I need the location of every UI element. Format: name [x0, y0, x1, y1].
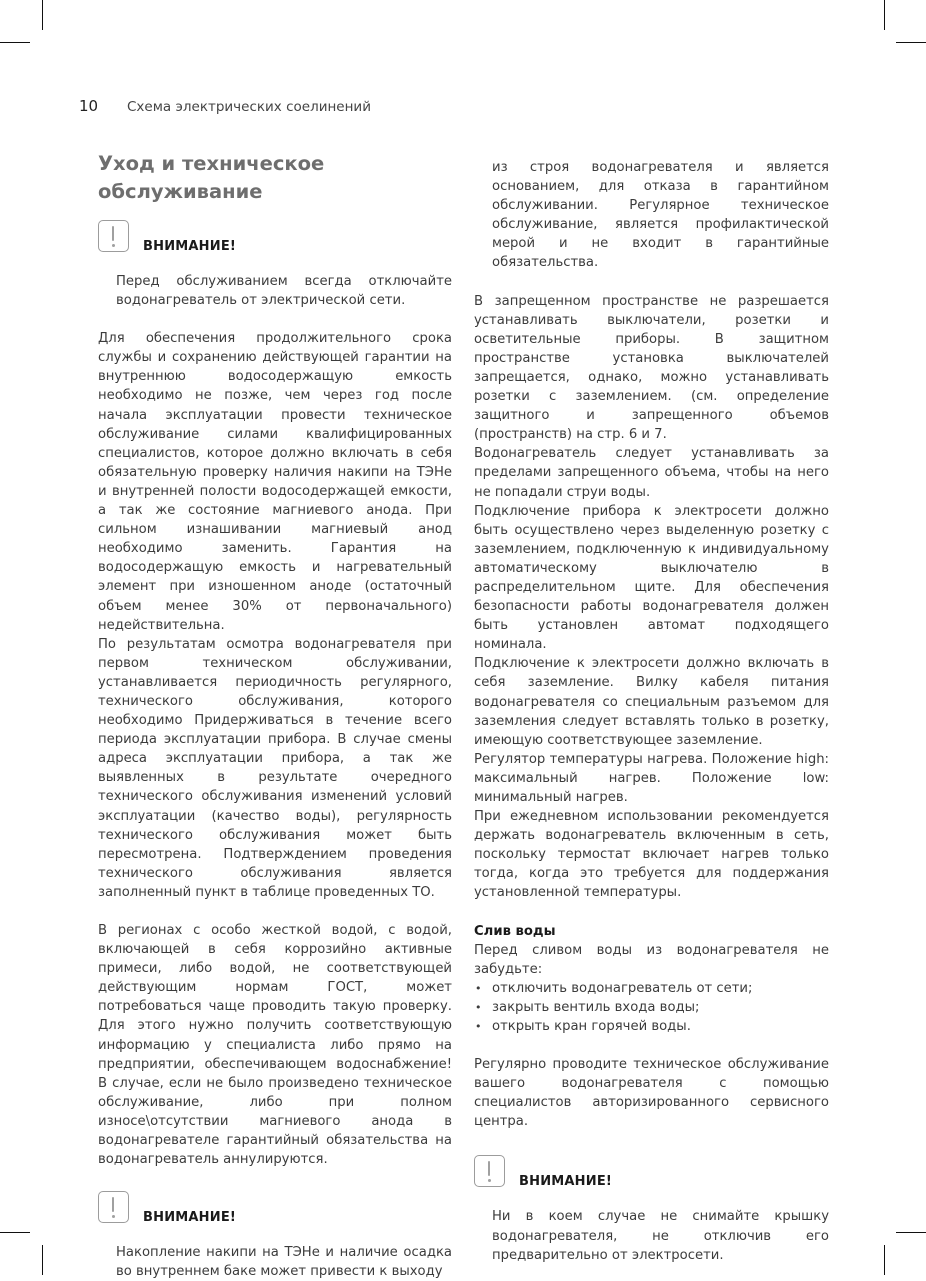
- warning-text: Накопление накипи на ТЭНе и наличие осадка во внутреннем баке может привести к выходу: [116, 1245, 452, 1280]
- paragraph-grounded-socket: Подключение прибора к электросети должно быть осуществлено через выделенную розетку с заземлением, подключенную к индивидуальному автоматическому выключателю в распределительном щите. Для обеспечения безопасности работы водонагревателя должен быть установлен автомат подходящего номинала.: [474, 503, 829, 653]
- right-column: [474, 158, 829, 1265]
- paragraph-install-location: Водонагреватель следует устанавливать за пределами запрещенного объема, чтобы на него не попадали струи воды.: [474, 446, 829, 500]
- drain-intro: Перед сливом воды из водонагревателя не забудьте:: [474, 942, 829, 977]
- paragraph-hard-water: В регионах с особо жесткой водой, с водой, включающей в себя коррозийно активные примеси, либо водой, не соответствующей действующим нормам ГОСТ, может потребоваться чаще проводить такую проверку. Для этого нужно получить соответствующую информацию у специалиста либо прямо на предприятии, обеспечивающем водоснабжение! В случае, если не было произведено техническое обслуживание, либо при полном износе\отсутствии магниевого анода в водонагревателе гарантийный обязательства на водонагреватель аннулируются.: [98, 923, 452, 1168]
- drain-heading: Слив воды: [474, 923, 556, 939]
- paragraph-service-interval: Для обеспечения продолжительного срока службы и сохранению действующей гарантии на внутреннюю водосодержащую емкость необходимо не позже, чем через год после начала эксплуатации провести техническое обслуживание силами квалифицированных специалистов, которое должно включать в себя обязательную проверку наличия накипи на ТЭНе и внутренней полости водосодержащей емкости, а так же состояние магниевого анода. При сильном изнашивании магниевый анод необходимо заменить. Гарантия на водосодержащую емкость и нагревательный элемент при изношенном аноде (остаточный объем менее 30% от первоначального) недействительна.: [98, 331, 452, 633]
- warning-label: ВНИМАНИЕ!: [519, 1174, 613, 1190]
- warning-callout: [98, 220, 452, 252]
- crop-mark: [42, 1245, 43, 1275]
- paragraph-daily-use: При ежедневном использовании рекомендуется держать водонагреватель включенным в сеть, поскольку термостат включает нагрев только тогда, когда это требуется для поддержания установленной температуры.: [474, 809, 829, 901]
- list-item: • открыть кран горячей воды.: [474, 1017, 829, 1036]
- page-header: [79, 97, 371, 115]
- section-title-line-2: обслуживание: [98, 180, 263, 203]
- exclamation-box-icon: [98, 1191, 129, 1223]
- crop-mark: [0, 42, 30, 43]
- paragraph-regular-service: Регулярно проводите техническое обслуживание вашего водонагревателя с помощью специалистов авторизированного сервисного центра.: [474, 1057, 829, 1130]
- paragraph-inspection-results: По результатам осмотра водонагревателя при первом техническом обслуживании, устанавливается периодичность регулярного, технического обслуживания, которого необходимо Придерживаться в течение всего периода эксплуатации прибора. В случае смены адреса эксплуатации прибора, а так же выявленных в результате очередного технического обслуживания изменений условий эксплуатации (качество воды), регулярность технического обслуживания может быть пересмотрена. Подтверждением проведения технического обслуживания является заполненный пункт в таблице проведенных ТО.: [98, 636, 452, 900]
- warning-label: ВНИМАНИЕ!: [143, 1210, 237, 1226]
- list-item: • отключить водонагреватель от сети;: [474, 979, 829, 998]
- warning-callout: [98, 1191, 452, 1226]
- exclamation-box-icon: [474, 1155, 505, 1187]
- page-number: 10: [79, 97, 99, 115]
- drain-steps-list: [474, 979, 829, 1036]
- paragraph-grounding: Подключение к электросети должно включать в себя заземление. Вилку кабеля питания водонагревателя со специальным разъемом для заземления следует вставлять только в розетку, имеющую соответствующее заземление.: [474, 656, 829, 748]
- section-title-line-1: Уход и техническое: [98, 152, 325, 175]
- warning-text: Ни в коем случае не снимайте крышку водонагревателя, не отключив его предварительно от электросети.: [492, 1209, 829, 1263]
- exclamation-box-icon: [98, 220, 129, 252]
- running-title: Схема электрических соелинений: [127, 99, 371, 115]
- crop-mark: [896, 42, 926, 43]
- crop-mark: [0, 1232, 30, 1233]
- list-item: • закрыть вентиль входа воды;: [474, 998, 829, 1017]
- left-column: [98, 150, 452, 1281]
- paragraph-thermostat: Регулятор температуры нагрева. Положение high: максимальный нагрев. Положение low: минимальный нагрев.: [474, 751, 829, 805]
- crop-mark: [42, 0, 43, 30]
- section-title: [98, 150, 452, 206]
- warning-callout: [474, 1155, 829, 1190]
- warning-label: ВНИМАНИЕ!: [143, 239, 237, 254]
- crop-mark: [884, 1245, 885, 1275]
- paragraph-forbidden-space: В запрещенном пространстве не разрешается устанавливать выключатели, розетки и осветительные приборы. В защитном пространстве установка выключателей запрещается, однако, можно устанавливать розетки с заземлением. (см. определение защитного и запрещенного объемов (пространств) на стр. 6 и 7.: [474, 293, 829, 443]
- warning-text: Перед обслуживанием всегда отключайте водонагреватель от электрической сети.: [116, 274, 452, 309]
- crop-mark: [896, 1232, 926, 1233]
- warning-text-continued: из строя водонагревателя и является основанием, для отказа в гарантийном обслуживании. Регулярное техническое обслуживание, является профилактической мерой и не входит в гарантийные обязательства.: [492, 160, 829, 271]
- crop-mark: [884, 0, 885, 30]
